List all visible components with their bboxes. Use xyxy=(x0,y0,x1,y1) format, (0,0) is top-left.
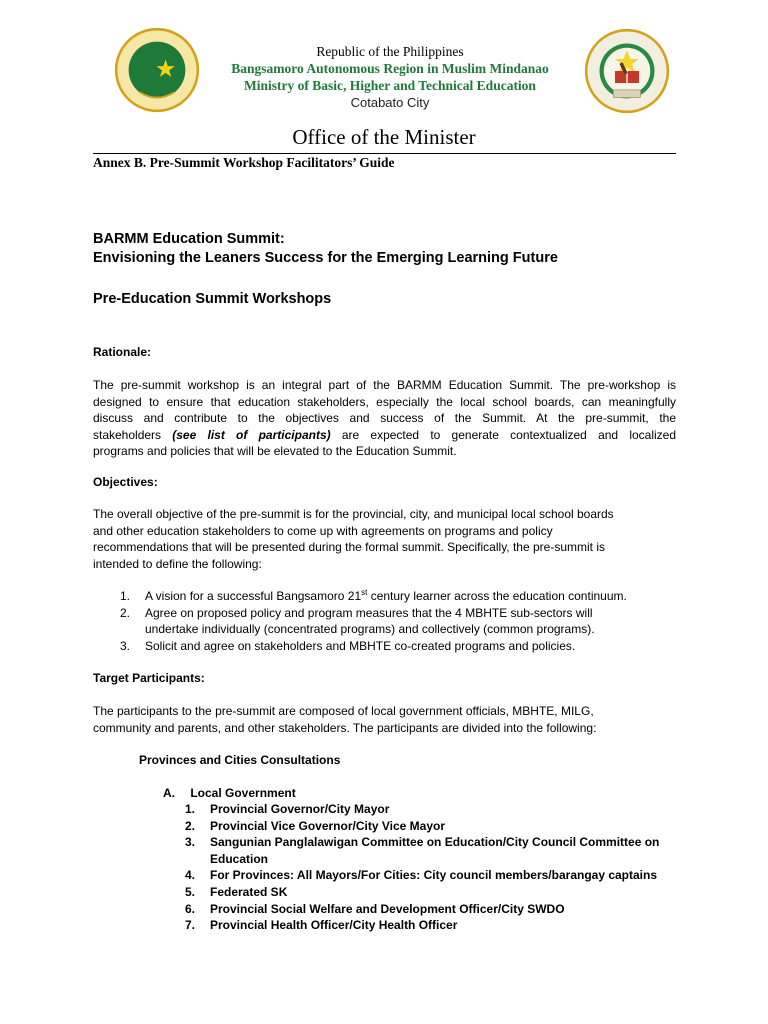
item-text: Provincial Social Welfare and Development Officer/City SWDO xyxy=(210,901,565,916)
rationale-line: The pre-summit workshop is an integral part of the BARMM Education Summit. The pre-workshop is xyxy=(93,378,676,392)
objectives-paragraph xyxy=(93,506,676,572)
participants-line: community and parents, and other stakeholders. The participants are divided into the following: xyxy=(93,720,597,735)
participants-reference: (see list of participants) xyxy=(172,427,331,442)
local-government-list xyxy=(185,801,676,934)
list-item xyxy=(185,801,676,818)
list-item xyxy=(185,917,676,934)
rationale-text: are expected to generate contextualized and localized xyxy=(330,427,677,442)
item-text: For Provinces: All Mayors/For Cities: City council members/barangay captains xyxy=(210,868,658,883)
rationale-line: discuss and contribute to the objectives and success of the Summit. At the pre-summit, the xyxy=(93,411,676,426)
rationale-text: stakeholders xyxy=(93,427,173,442)
item-text: Education xyxy=(210,851,269,866)
country-name: Republic of the Philippines xyxy=(316,44,464,59)
item-number: 5. xyxy=(185,884,196,899)
objectives-line: intended to define the following: xyxy=(93,556,262,571)
item-number: 4. xyxy=(185,868,196,883)
item-text: Sangunian Panglalawigan Committee on Education/City Council Committee on xyxy=(210,835,660,850)
item-number: 7. xyxy=(185,918,196,933)
item-text: Provincial Health Officer/City Health Officer xyxy=(210,918,458,933)
list-item xyxy=(185,867,676,884)
item-text: Federated SK xyxy=(210,884,288,899)
item-number: 1. xyxy=(185,802,196,816)
office-title: Office of the Minister xyxy=(292,125,476,149)
item-number: 2. xyxy=(185,818,196,833)
item-text: Provincial Vice Governor/City Vice Mayor xyxy=(210,818,445,833)
summit-subtitle: Pre-Education Summit Workshops xyxy=(93,291,332,307)
list-item xyxy=(185,884,676,901)
list-item xyxy=(185,818,676,835)
participants-heading: Target Participants: xyxy=(93,671,205,685)
letterhead xyxy=(190,43,590,111)
list-item: 3. Solicit and agree on stakeholders and MBHTE co-created programs and policies. xyxy=(120,638,576,653)
objectives-line: The overall objective of the pre-summit is for the provincial, city, and municipal local school boards xyxy=(93,507,614,521)
item-text: Provincial Governor/City Mayor xyxy=(210,802,390,816)
summit-title-line2: Envisioning the Leaners Success for the Emerging Learning Future xyxy=(93,250,558,266)
summit-title-line1: BARMM Education Summit: xyxy=(93,231,285,247)
annex-title: Annex B. Pre-Summit Workshop Facilitators’ Guide xyxy=(93,155,395,170)
objectives-line: and other education stakeholders to come up with agreements on programs and policy xyxy=(93,523,553,538)
group-heading xyxy=(163,785,676,802)
header-divider xyxy=(93,153,676,154)
participants-paragraph xyxy=(93,703,676,736)
rationale-line: programs and policies that will be elevated to the Education Summit. xyxy=(93,444,457,459)
mbhte-seal-logo xyxy=(584,28,670,114)
group-letter: A. xyxy=(163,786,175,800)
rationale-line: designed to ensure that education stakeholders, especially the local school boards, can meaningfully xyxy=(93,394,676,409)
participants-line: The participants to the pre-summit are composed of local government officials, MBHTE, MILG, xyxy=(93,704,594,718)
objectives-heading: Objectives: xyxy=(93,475,158,489)
region-name: Bangsamoro Autonomous Region in Muslim Mindanao xyxy=(231,61,549,76)
list-item: 2. Agree on proposed policy and program measures that the 4 MBHTE sub-sectors will undertake individually (concentrated programs) and collectively (common programs). xyxy=(120,605,595,637)
rationale-paragraph xyxy=(93,377,676,460)
list-item: 1. A vision for a successful Bangsamoro 21st century learner across the education continuum. xyxy=(120,588,627,603)
city-name: Cotabato City xyxy=(350,95,430,110)
ministry-name: Ministry of Basic, Higher and Technical Education xyxy=(244,78,536,93)
objectives-line: recommendations that will be presented during the formal summit. Specifically, the pre-summit is xyxy=(93,540,605,555)
rationale-line xyxy=(93,427,676,444)
rationale-heading: Rationale: xyxy=(93,345,152,359)
list-item xyxy=(185,834,676,867)
consultations-subheading: Provinces and Cities Consultations xyxy=(139,753,341,767)
summit-title xyxy=(93,230,676,268)
item-number: 6. xyxy=(185,901,196,916)
list-item xyxy=(185,901,676,918)
objectives-list xyxy=(120,588,676,654)
barmm-seal-logo xyxy=(114,27,200,113)
item-number: 3. xyxy=(185,835,196,850)
group-label: Local Government xyxy=(190,786,296,800)
